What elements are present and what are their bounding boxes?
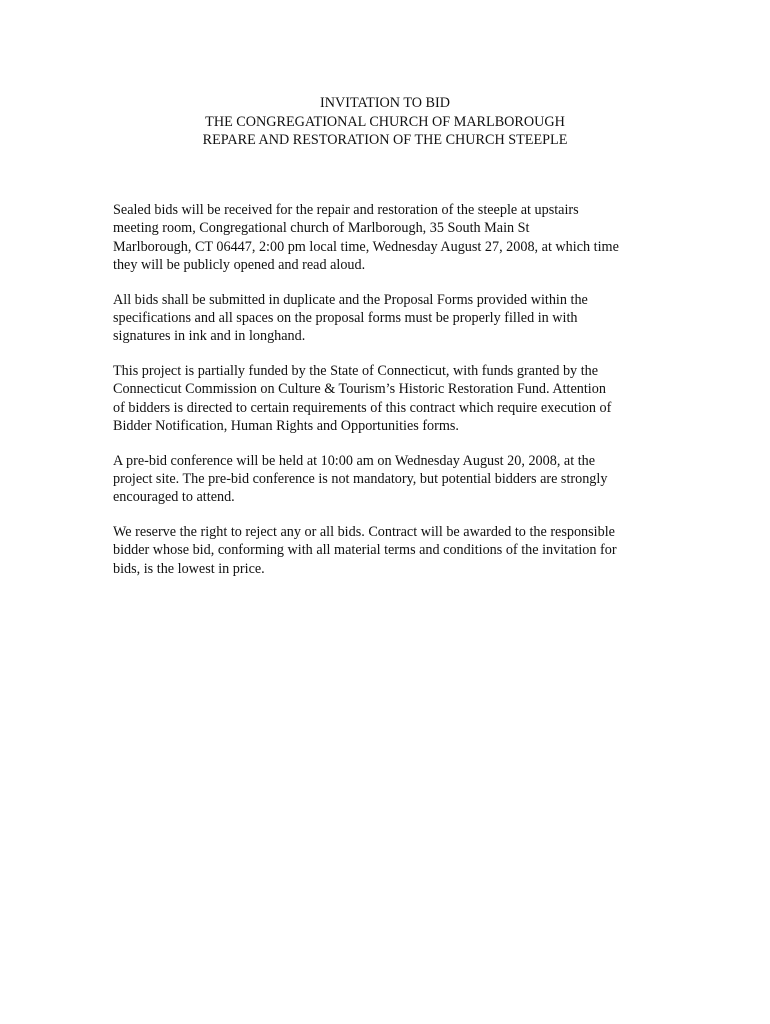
document-body bbox=[113, 201, 673, 595]
paragraph-line: bids, is the lowest in price. bbox=[113, 560, 265, 577]
paragraph-line: Sealed bids will be received for the repair and restoration of the steeple at upstairs bbox=[113, 202, 579, 218]
paragraph-line: Bidder Notification, Human Rights and Opportunities forms. bbox=[113, 417, 459, 434]
paragraph-pre-bid-conference bbox=[113, 452, 673, 507]
paragraph-funding bbox=[113, 362, 673, 435]
paragraph-award bbox=[113, 523, 673, 578]
paragraph-line: encouraged to attend. bbox=[113, 489, 235, 506]
heading-title: INVITATION TO BID bbox=[320, 95, 450, 111]
paragraph-line: they will be publicly opened and read aloud. bbox=[113, 256, 366, 273]
paragraph-line: project site. The pre-bid conference is not mandatory, but potential bidders are strongly bbox=[113, 471, 608, 488]
paragraph-line: Connecticut Commission on Culture & Tourism’s Historic Restoration Fund. Attention bbox=[113, 381, 606, 398]
heading-project: REPARE AND RESTORATION OF THE CHURCH STEEPLE bbox=[202, 132, 568, 148]
paragraph-line: This project is partially funded by the State of Connecticut, with funds granted by the bbox=[113, 363, 599, 380]
paragraph-line: meeting room, Congregational church of Marlborough, 35 South Main St bbox=[113, 220, 530, 237]
heading-organization: THE CONGREGATIONAL CHURCH OF MARLBOROUGH bbox=[205, 113, 565, 130]
paragraph-line: A pre-bid conference will be held at 10:00 am on Wednesday August 20, 2008, at the bbox=[113, 452, 596, 469]
document-heading bbox=[0, 94, 770, 150]
paragraph-line: of bidders is directed to certain requirements of this contract which require execution of bbox=[113, 399, 612, 416]
paragraph-line: specifications and all spaces on the proposal forms must be properly filled in with bbox=[113, 309, 578, 326]
paragraph-submission bbox=[113, 291, 673, 346]
paragraph-line: All bids shall be submitted in duplicate and the Proposal Forms provided within the bbox=[113, 291, 588, 308]
paragraph-sealed-bids bbox=[113, 201, 673, 274]
paragraph-line: signatures in ink and in longhand. bbox=[113, 328, 306, 345]
paragraph-line: Marlborough, CT 06447, 2:00 pm local time, Wednesday August 27, 2008, at which time bbox=[113, 238, 619, 255]
paragraph-line: We reserve the right to reject any or all bids. Contract will be awarded to the responsible bbox=[113, 524, 615, 541]
paragraph-line: bidder whose bid, conforming with all material terms and conditions of the invitation for bbox=[113, 542, 617, 559]
